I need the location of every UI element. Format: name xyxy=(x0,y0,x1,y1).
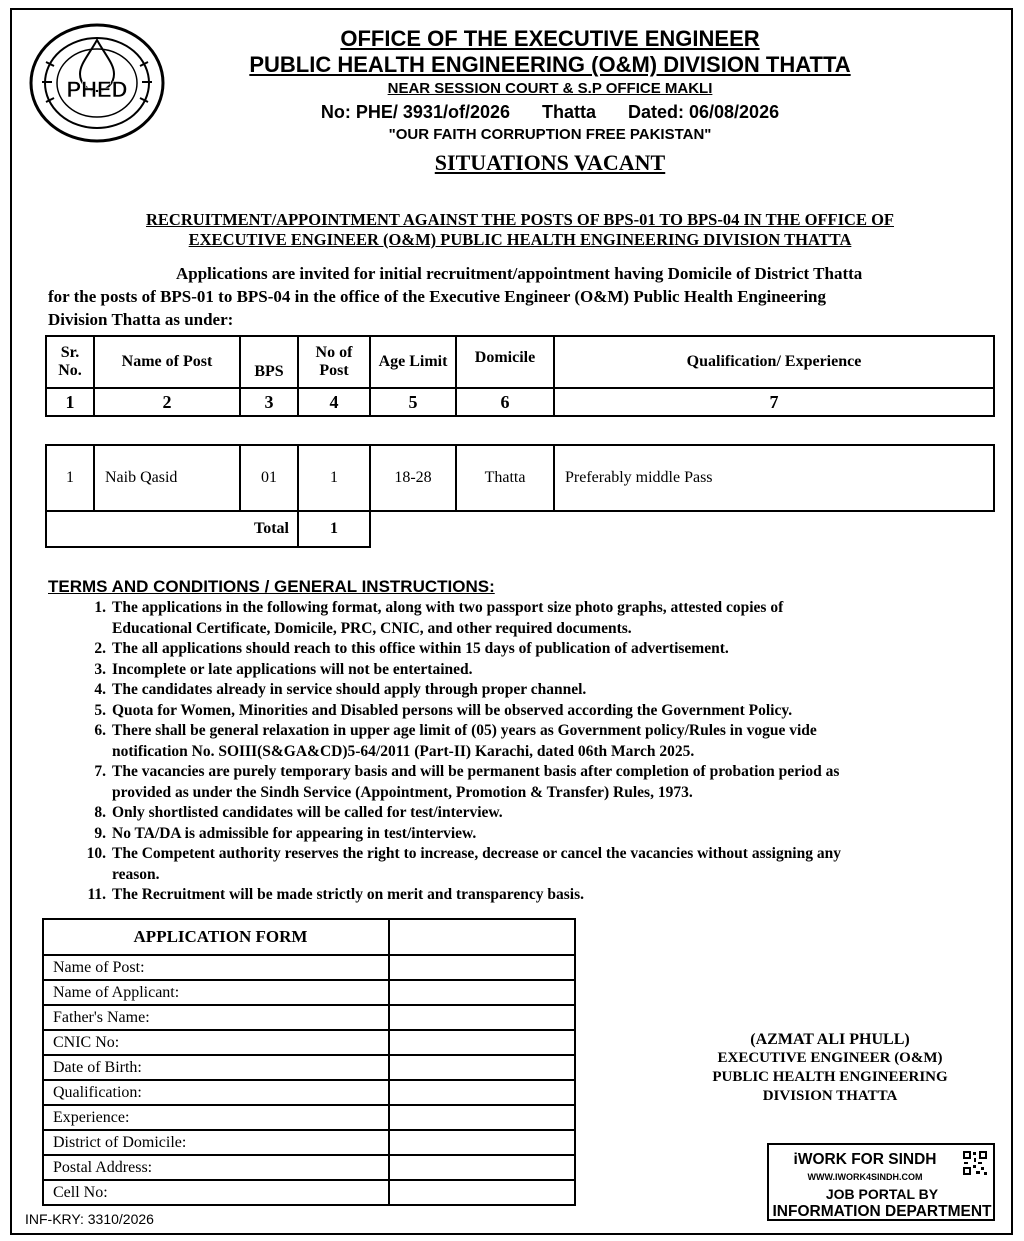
terms-title: TERMS AND CONDITIONS / GENERAL INSTRUCTIONS: xyxy=(48,577,495,596)
form-value-cell xyxy=(389,1180,575,1205)
form-value-cell xyxy=(389,980,575,1005)
header-post: Name of Post xyxy=(94,336,240,388)
term-text: Educational Certificate, Domicile, PRC, CNIC, and other required documents. xyxy=(112,619,632,637)
signatory-division: DIVISION THATTA xyxy=(762,1088,898,1104)
term-number: 11. xyxy=(87,886,106,903)
term-item xyxy=(48,721,998,762)
advert-reference: INF-KRY: 3310/2026 xyxy=(25,1211,154,1227)
term-item xyxy=(48,660,998,681)
term-number: 10. xyxy=(86,845,106,862)
signature-block xyxy=(680,1030,980,1106)
cell-qualification: Preferably middle Pass xyxy=(554,445,994,511)
signatory-dept: PUBLIC HEALTH ENGINEERING xyxy=(712,1069,948,1085)
form-field-label: Name of Applicant: xyxy=(43,980,389,1005)
cell-sr: 1 xyxy=(46,445,94,511)
reference-number: No: PHE/ 3931/of/2026 xyxy=(320,102,510,122)
posts-table xyxy=(45,444,995,548)
form-value-cell xyxy=(389,1080,575,1105)
subject-line-2: EXECUTIVE ENGINEER (O&M) PUBLIC HEALTH ENGINEERING DIVISION THATTA xyxy=(188,230,852,249)
portal-brand: iWORK FOR SINDH xyxy=(793,1151,937,1168)
term-number: 9. xyxy=(94,824,106,842)
col-number: 5 xyxy=(370,388,456,416)
term-number: 7. xyxy=(94,763,106,780)
term-text: The all applications should reach to this office within 15 days of publication of advertisement. xyxy=(112,640,729,657)
total-row xyxy=(46,511,994,547)
col-number: 3 xyxy=(240,388,298,416)
col-number: 2 xyxy=(94,388,240,416)
portal-url: WWW.IWORK4SINDH.COM xyxy=(807,1172,923,1182)
form-field-label: Qualification: xyxy=(43,1080,389,1105)
header-sr: Sr. No. xyxy=(46,336,94,388)
application-form xyxy=(42,918,576,1206)
term-item xyxy=(48,680,998,701)
term-item xyxy=(48,701,998,722)
form-value-cell xyxy=(389,1005,575,1030)
phed-logo xyxy=(28,22,166,144)
term-number: 5. xyxy=(94,701,106,719)
division-title: PUBLIC HEALTH ENGINEERING (O&M) DIVISION THATTA xyxy=(249,52,851,77)
col-number: 7 xyxy=(554,388,994,416)
signatory-name: (AZMAT ALI PHULL) xyxy=(750,1031,910,1048)
term-text: The candidates already in service should apply through proper channel. xyxy=(112,681,587,698)
form-field-label: Name of Post: xyxy=(43,955,389,980)
portal-line-2: INFORMATION DEPARTMENT xyxy=(772,1203,992,1220)
qr-code-icon xyxy=(962,1150,988,1176)
form-value-cell xyxy=(389,1055,575,1080)
term-text: notification No. SOIII(S&GA&CD)5-64/2011 (Part-II) Karachi, dated 06th March 2025. xyxy=(112,742,695,760)
subject-line-1: RECRUITMENT/APPOINTMENT AGAINST THE POSTS OF BPS-01 TO BPS-04 IN THE OFFICE OF xyxy=(146,210,894,229)
form-value-cell xyxy=(389,1155,575,1180)
header-count: No of Post xyxy=(298,336,370,388)
col-number: 1 xyxy=(46,388,94,416)
intro-line-1: Applications are invited for initial recruitment/appointment having Domicile of District Thatta xyxy=(176,264,863,283)
portal-line-1: JOB PORTAL BY xyxy=(825,1186,939,1202)
form-field-label: District of Domicile: xyxy=(43,1130,389,1155)
col-number: 4 xyxy=(298,388,370,416)
date: Dated: 06/08/2026 xyxy=(628,102,780,122)
cell-count: 1 xyxy=(298,445,370,511)
term-number: 1. xyxy=(94,599,106,616)
office-title: OFFICE OF THE EXECUTIVE ENGINEER xyxy=(340,26,760,51)
form-field-label: Date of Birth: xyxy=(43,1055,389,1080)
term-text: provided as under the Sindh Service (Appointment, Promotion & Transfer) Rules, 1973. xyxy=(112,783,693,801)
signatory-title: EXECUTIVE ENGINEER (O&M) xyxy=(717,1050,943,1066)
term-number: 3. xyxy=(94,660,106,678)
form-field-label: Father's Name: xyxy=(43,1005,389,1030)
term-item xyxy=(48,639,998,660)
term-text: The applications in the following format, along with two passport size photo graphs, attested copies of xyxy=(112,599,784,616)
header-bps: BPS xyxy=(240,336,298,388)
table-row xyxy=(46,445,994,511)
cell-post: Naib Qasid xyxy=(94,445,240,511)
term-text: There shall be general relaxation in upper age limit of (05) years as Government policy/Rules in vogue vide xyxy=(112,722,817,739)
col-number: 6 xyxy=(456,388,554,416)
page-heading: SITUATIONS VACANT xyxy=(434,150,666,175)
term-item xyxy=(48,803,998,824)
term-number: 4. xyxy=(94,681,106,698)
term-number: 2. xyxy=(94,640,106,657)
term-item xyxy=(48,885,998,906)
term-text: The Recruitment will be made strictly on merit and transparency basis. xyxy=(112,886,584,903)
term-item xyxy=(48,824,998,845)
term-text: Quota for Women, Minorities and Disabled persons will be observed according the Government Policy. xyxy=(112,701,793,719)
form-field-label: CNIC No: xyxy=(43,1030,389,1055)
header-age: Age Limit xyxy=(370,336,456,388)
term-text: The Competent authority reserves the right to increase, decrease or cancel the vacancies without assigning any xyxy=(112,845,841,862)
term-text: The vacancies are purely temporary basis and will be permanent basis after completion of probation period as xyxy=(112,763,840,780)
form-field-label: Cell No: xyxy=(43,1180,389,1205)
posts-header-table xyxy=(45,335,995,417)
blank-cell xyxy=(370,511,994,547)
form-field-label: Postal Address: xyxy=(43,1155,389,1180)
place: Thatta xyxy=(542,102,596,122)
total-label: Total xyxy=(46,511,298,547)
term-number: 6. xyxy=(94,722,106,739)
job-portal-badge xyxy=(767,1143,995,1221)
cell-domicile: Thatta xyxy=(456,445,554,511)
term-number: 8. xyxy=(94,804,106,821)
total-value: 1 xyxy=(298,511,370,547)
cell-age: 18-28 xyxy=(370,445,456,511)
form-field-label: Experience: xyxy=(43,1105,389,1130)
term-item xyxy=(48,598,998,639)
intro-paragraph xyxy=(48,262,998,331)
header-domicile: Domicile xyxy=(456,336,554,388)
cell-bps: 01 xyxy=(240,445,298,511)
form-value-cell xyxy=(389,1130,575,1155)
term-item xyxy=(48,844,998,885)
form-value-cell xyxy=(389,1030,575,1055)
form-value-cell xyxy=(389,955,575,980)
header-qualification: Qualification/ Experience xyxy=(554,336,994,388)
intro-line-2: for the posts of BPS-01 to BPS-04 in the office of the Executive Engineer (O&M) Public Health Engineering xyxy=(48,287,826,306)
slogan: "OUR FAITH CORRUPTION FREE PAKISTAN" xyxy=(388,126,712,143)
form-value-cell xyxy=(389,919,575,955)
logo-text: PHED xyxy=(66,77,128,102)
reference-line xyxy=(190,102,910,123)
term-text: No TA/DA is admissible for appearing in test/interview. xyxy=(112,824,477,842)
form-value-cell xyxy=(389,1105,575,1130)
form-title: APPLICATION FORM xyxy=(43,919,389,955)
intro-line-3: Division Thatta as under: xyxy=(48,310,234,329)
term-text: Incomplete or late applications will not be entertained. xyxy=(112,660,473,678)
term-text: Only shortlisted candidates will be called for test/interview. xyxy=(112,804,503,821)
term-item xyxy=(48,762,998,803)
terms-list xyxy=(48,598,998,906)
term-text: reason. xyxy=(112,865,160,883)
office-address: NEAR SESSION COURT & S.P OFFICE MAKLI xyxy=(387,80,713,97)
